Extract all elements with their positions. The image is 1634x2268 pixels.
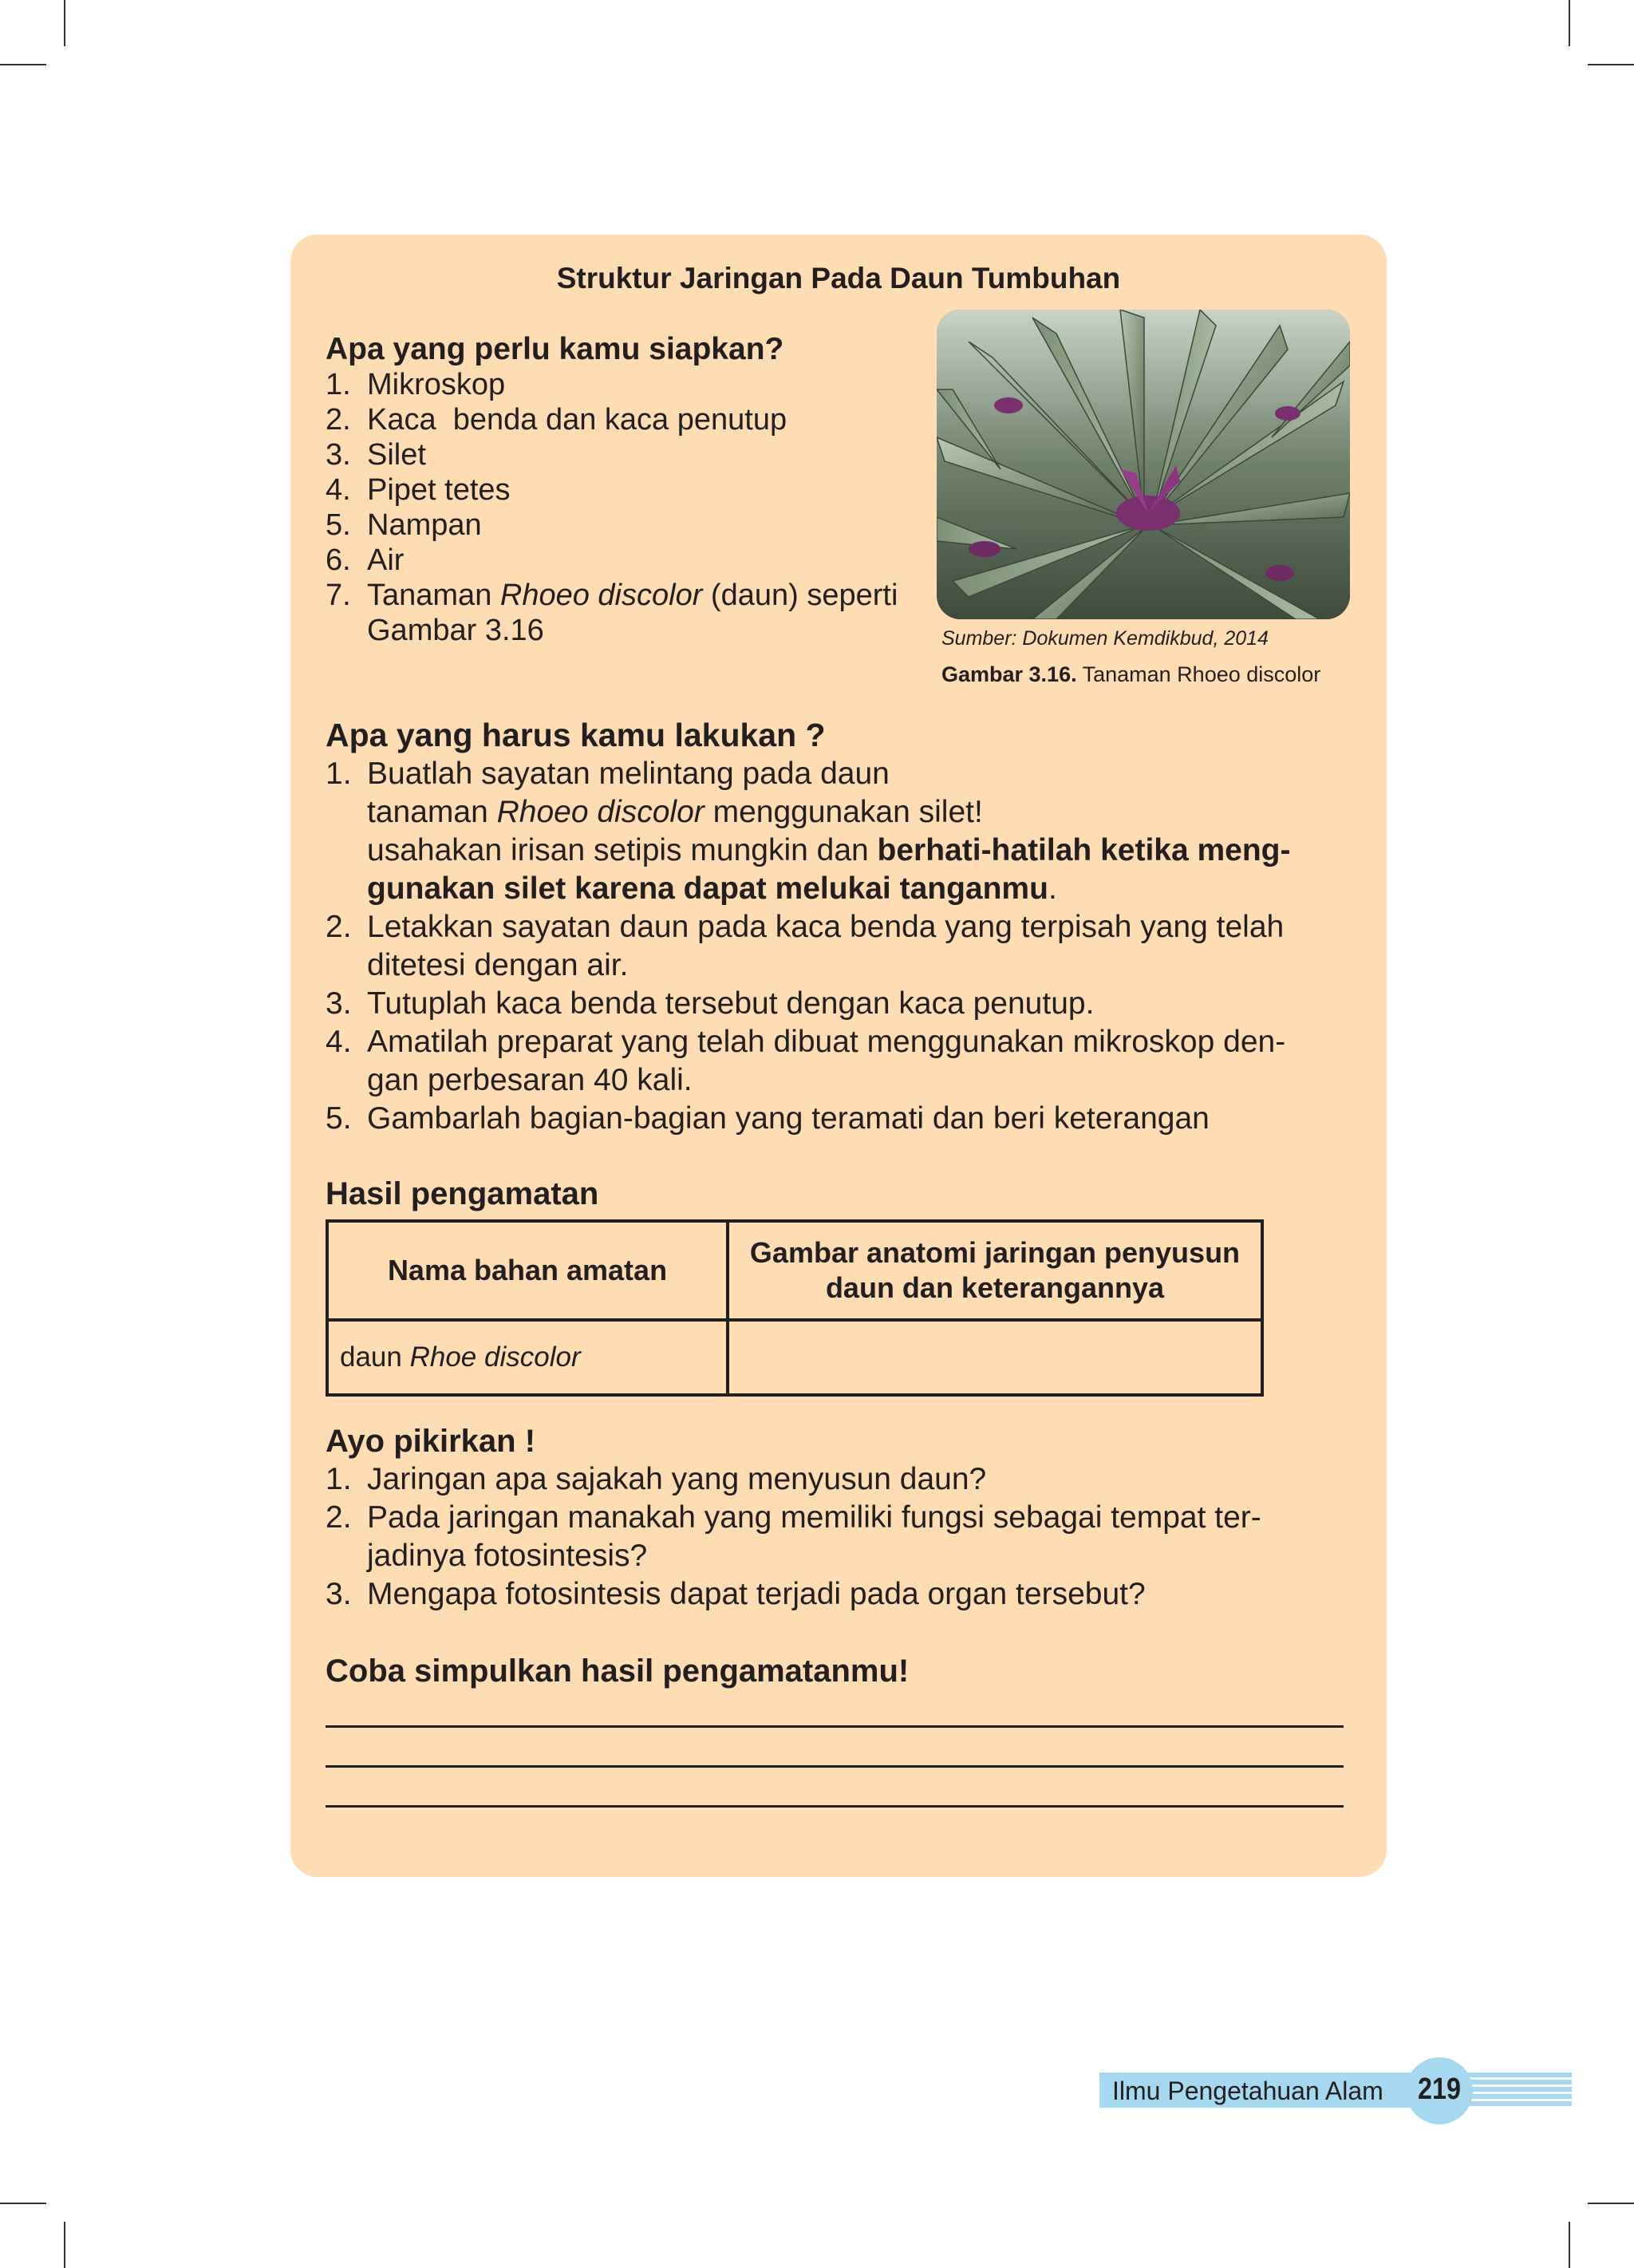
crop-mark (1588, 2203, 1634, 2204)
table-cell: daun Rhoe discolor (327, 1320, 728, 1395)
results-heading: Hasil pengamatan (326, 1176, 599, 1211)
list-item: 5. Nampan (326, 508, 482, 542)
list-item: 2. Letakkan sayatan daun pada kaca benda yang terpisah yang telah ditetesi dengan air. (326, 910, 1285, 982)
writing-line[interactable] (326, 1765, 1344, 1768)
list-item: 3. Mengapa fotosintesis dapat terjadi pada organ tersebut? (326, 1577, 1146, 1611)
writing-line[interactable] (326, 1805, 1344, 1808)
page-number: 219 (1418, 2072, 1461, 2106)
plant-photo (937, 310, 1350, 619)
figure-source: Sumber: Dokumen Kemdikbud, 2014 (941, 627, 1269, 650)
materials-list (326, 367, 932, 648)
materials-heading: Apa yang perlu kamu siapkan? (326, 332, 784, 366)
list-item: 4. Amatilah preparat yang telah dibuat menggunakan mikroskop den- gan perbesaran 40 kali. (326, 1025, 1286, 1097)
crop-mark (64, 0, 65, 46)
footer-book-title: Ilmu Pengetahuan Alam (1112, 2076, 1383, 2105)
activity-title: Struktur Jaringan Pada Daun Tumbuhan (556, 262, 1121, 294)
crop-mark (0, 64, 46, 65)
crop-mark (1569, 0, 1570, 46)
observation-table (326, 1219, 1264, 1397)
list-item: 3. Tutuplah kaca benda tersebut dengan kaca penutup. (326, 986, 1095, 1021)
figure-caption: Gambar 3.16. Tanaman Rhoeo discolor (941, 662, 1321, 686)
list-item: 6. Air (326, 543, 405, 577)
steps-heading: Apa yang harus kamu lakukan ? (326, 717, 826, 753)
table-header-cell: Nama bahan amatan (327, 1221, 728, 1320)
crop-mark (0, 2203, 46, 2204)
list-item: 1. Buatlah sayatan melintang pada daun tanaman Rhoeo discolor menggunakan silet! usahakan irisan setipis mungkin dan berhati-hatilah ketika meng- gunakan silet karena dapat melukai tanganmu. (326, 757, 1291, 906)
table-header-cell: Gambar anatomi jaringan penyusun daun dan keterangannya (728, 1221, 1262, 1320)
list-item: 1. Jaringan apa sajakah yang menyusun daun? (326, 1462, 987, 1496)
crop-mark (64, 2222, 65, 2268)
steps-list (326, 755, 1363, 1138)
crop-mark (1569, 2222, 1570, 2268)
list-item: 7. Tanaman Rhoeo discolor (daun) seperti Gambar 3.16 (326, 579, 898, 647)
list-item: 5. Gambarlah bagian-bagian yang teramati dan beri keterangan (326, 1101, 1210, 1136)
questions-list (326, 1460, 1363, 1614)
list-item: 3. Silet (326, 438, 426, 472)
writing-line[interactable] (326, 1725, 1344, 1728)
conclusion-heading: Coba simpulkan hasil pengamatanmu! (326, 1654, 910, 1689)
table-row (327, 1320, 1262, 1395)
crop-mark (1588, 64, 1634, 65)
table-header-row (327, 1221, 1262, 1320)
think-heading: Ayo pikirkan ! (326, 1424, 536, 1459)
list-item: 1. Mikroskop (326, 368, 506, 401)
list-item: 2. Pada jaringan manakah yang memiliki fungsi sebagai tempat ter- jadinya fotosintesis? (326, 1500, 1261, 1573)
list-item: 4. Pipet tetes (326, 473, 511, 507)
list-item: 2. Kaca benda dan kaca penutup (326, 403, 787, 437)
table-cell (728, 1320, 1262, 1395)
